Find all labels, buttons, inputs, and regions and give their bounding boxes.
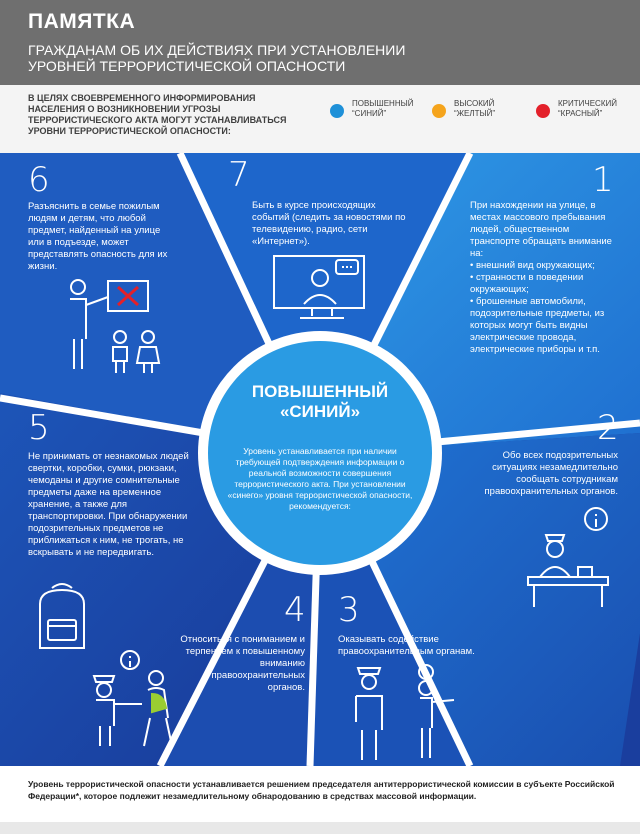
segment-5-text: Не принимать от незнакомых людей свертки, коробки, сумки, рюкзаки, чемоданы и другие сомнительные предметы даже на временное хранение, а также для транспортировки. При обнаружении подозрительных предметов не приближаться к ним, не трогать, не вскрывать и не передвигать. [28,451,189,558]
segment-4-text: Относиться с пониманием и терпением к повышенному вниманию правоохранительных органов. [180,634,305,693]
segment-6-text: Разъяснить в семье пожилым людям и детям, что любой предмет, найденный на улице или в подъезде, может представлять опасность для их жизни. [28,201,168,272]
pointing-person-icon [348,662,458,762]
center-title-line1: ПОВЫШЕННЫЙ [251,382,389,401]
red-dot-icon [536,104,550,118]
level-yellow-label: ВЫСОКИЙ [454,99,495,108]
segment-1-text: При нахождении на улице, в местах массового пребывания людей, общественном транспорте обращать внимание на: • внешний вид окружающих; • странности в поведении окружающих; • брошенные автомобили, подозрительные предметы, из которых могут быть видны электрические провода, электрические приборы и т.п. [470,200,612,355]
footer-note: Уровень террористической опасности устанавливается решением председателя антитеррористической комиссии в субъекте Российской Федерации*, которое подлежит незамедлительному обнародованию в средствах массовой информации. [28,779,615,801]
teacher-board-icon [60,275,180,375]
segment-1-number: 1 [592,160,614,200]
segment-3-number: 3 [338,590,360,630]
level-red-label: КРИТИЧЕСКИЙ [558,99,617,108]
level-blue-label: ПОВЫШЕННЫЙ [352,99,414,108]
level-blue-color: “СИНИЙ” [352,109,387,118]
blue-dot-icon [330,104,344,118]
intro-text: В ЦЕЛЯХ СВОЕВРЕМЕННОГО ИНФОРМИРОВАНИЯ НАСЕЛЕНИЯ О ВОЗНИКНОВЕНИИ УГРОЗЫ ТЕРРОРИСТИЧЕСКОГО АКТА МОГУТ УСТАНАВЛИВАТЬСЯ УРОВНИ ТЕРРОРИСТИЧЕСКОЙ ОПАСНОСТИ: [28,93,287,136]
intro-panel [0,85,640,153]
page-subtitle: ГРАЖДАНАМ ОБ ИХ ДЕЙСТВИЯХ ПРИ УСТАНОВЛЕНИИ УРОВНЕЙ ТЕРРОРИСТИЧЕСКОЙ ОПАСНОСТИ [28,42,406,74]
segment-2-number: 2 [597,408,619,448]
officer-search-icon [90,648,200,748]
segment-4-number: 4 [284,590,306,630]
level-red-color: “КРАСНЫЙ” [558,109,603,118]
segment-6-number: 6 [28,160,50,200]
segment-3-text: Оказывать содействие правоохранительным органам. [338,634,475,657]
segment-5-number: 5 [28,408,50,448]
threat-levels-legend [330,99,630,139]
yellow-dot-icon [432,104,446,118]
center-title [220,382,420,422]
segment-7-text: Быть в курсе происходящих событий (следить за новостями по телевидению, радио, сети «Интернет»). [252,200,406,247]
center-body: Уровень устанавливается при наличии требующей подтверждения информации о реальной возможности совершения террористического акта. При установлении «синего» уровня террористической опасности, рекомендуется: [227,446,413,511]
segment-7-number: 7 [228,155,250,195]
officer-desk-icon [524,505,614,610]
segment-2-text: Обо всех подозрительных ситуациях незамедлительно сообщать сотрудникам правоохранительных органов. [484,450,618,497]
footer [0,766,640,834]
page-title: ПАМЯТКА [28,10,136,33]
backpack-icon [32,580,92,652]
center-title-line2: «СИНИЙ» [279,402,361,421]
header [0,0,640,85]
news-screen-icon [272,252,372,322]
footer-bar [0,822,640,834]
level-yellow-color: “ЖЕЛТЫЙ” [454,109,496,118]
